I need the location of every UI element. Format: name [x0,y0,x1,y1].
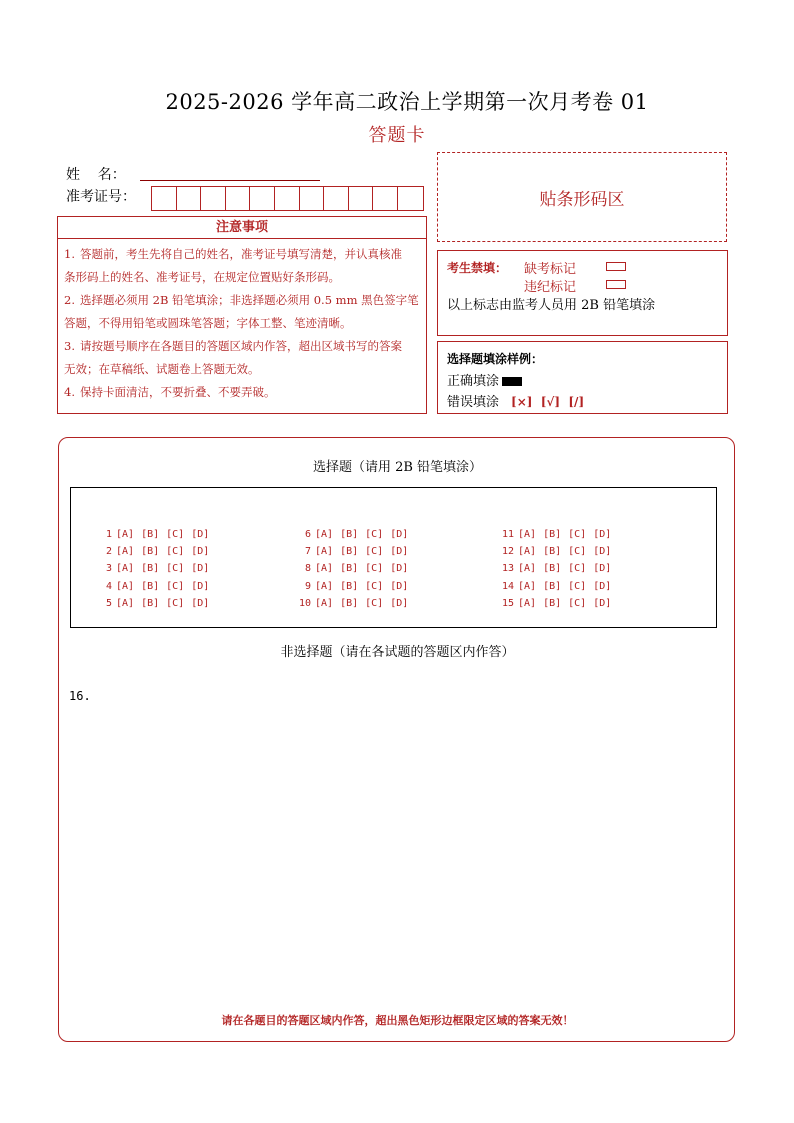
notes-list [58,239,426,404]
answer-option-bubble[interactable]: [A] [315,529,334,540]
mc-question-row [98,578,216,595]
correct-fill-label: 正确填涂 [447,374,500,389]
note-text: 保持卡面清洁，不要折叠、不要弄破。 [80,385,276,399]
answer-option-bubble[interactable]: [B] [340,597,359,609]
sample-heading: 选择题填涂样例： [447,352,544,366]
mc-question-row [500,526,618,543]
question-number: 15 [501,597,514,609]
answer-option-bubble[interactable]: [C] [166,529,185,540]
answer-option-bubble[interactable]: [A] [315,580,334,592]
id-digit-box[interactable] [398,187,423,210]
answer-option-bubble[interactable]: [D] [191,529,210,540]
answer-option-bubble[interactable]: [C] [166,546,185,558]
filled-block-icon [502,377,522,386]
note-text: 请按题号顺序在各题目的答题区域内作答，超出区域书写的答案 [80,339,402,353]
correct-fill-row [447,370,522,389]
mc-question-row [98,543,216,560]
answer-option-bubble[interactable]: [D] [390,597,409,609]
question-16-label: 16. [69,689,91,703]
answer-option-bubble[interactable]: [C] [365,563,384,575]
question-number: 13 [501,563,514,575]
answer-area-footer: 请在各题目的答题区域内作答，超出黑色矩形边框限定区域的答案无效！ [221,1014,574,1027]
answer-option-bubble[interactable]: [C] [365,546,384,558]
note-item [64,289,420,312]
answer-option-bubble[interactable]: [B] [543,597,562,609]
mc-question-row [297,578,415,595]
question-number: 6 [304,529,311,540]
mc-question-row [98,526,216,543]
wrong-fill-examples: [×] [√] [/] [511,395,585,409]
mc-question-column [500,526,618,612]
question-number: 12 [501,546,514,558]
wrong-fill-label: 错误填涂 [447,395,500,410]
answer-option-bubble[interactable]: [B] [141,563,160,575]
question-number: 4 [105,580,112,592]
note-item [64,381,420,404]
question-number: 11 [501,529,514,540]
absent-mark-box[interactable] [606,262,626,271]
mc-question-column [297,526,415,612]
id-digit-box[interactable] [201,187,226,210]
question-number: 1 [105,529,112,540]
answer-option-bubble[interactable]: [C] [568,546,587,558]
answer-option-bubble[interactable]: [D] [191,597,210,609]
examiner-only-panel [437,250,728,336]
mc-question-row [500,560,618,577]
answer-option-bubble[interactable]: [C] [365,580,384,592]
question-number: 2 [105,546,112,558]
id-digit-box[interactable] [152,187,177,210]
id-digit-box[interactable] [300,187,325,210]
id-digit-box[interactable] [324,187,349,210]
id-digit-box[interactable] [226,187,251,210]
answer-option-bubble[interactable]: [A] [315,597,334,609]
answer-option-bubble[interactable]: [D] [593,529,612,540]
answer-option-bubble[interactable]: [A] [518,563,537,575]
mc-question-row [297,560,415,577]
answer-option-bubble[interactable]: [B] [141,580,160,592]
note-item [64,335,420,358]
notes-heading: 注意事项 [58,217,426,239]
answer-option-bubble[interactable]: [D] [390,580,409,592]
id-digit-box[interactable] [373,187,398,210]
answer-option-bubble[interactable]: [D] [390,529,409,540]
mc-question-row [297,526,415,543]
id-number-boxes[interactable] [151,186,424,211]
mc-section-title: 选择题（请用 2B 铅笔填涂） [312,460,483,475]
mc-question-row [500,578,618,595]
name-label: 姓 名： [66,167,126,183]
barcode-area [437,152,727,242]
absent-mark-label: 缺考标记 [524,262,577,277]
id-label: 准考证号： [66,189,136,205]
answer-option-bubble[interactable]: [A] [116,563,135,575]
answer-option-bubble[interactable]: [B] [340,546,359,558]
mc-question-row [98,560,216,577]
answer-option-bubble[interactable]: [A] [315,546,334,558]
question-number: 14 [501,580,514,592]
answer-option-bubble[interactable]: [D] [593,597,612,609]
answer-option-bubble[interactable]: [C] [166,580,185,592]
answer-option-bubble[interactable]: [D] [191,563,210,575]
examiner-note: 以上标志由监考人员用 2B 铅笔填涂 [447,298,656,313]
answer-option-bubble[interactable]: [C] [365,597,384,609]
answer-option-bubble[interactable]: [A] [315,563,334,575]
violation-mark-label: 违纪标记 [524,280,577,295]
forbidden-label: 考生禁填： [447,261,508,275]
answer-option-bubble[interactable]: [D] [390,546,409,558]
id-digit-box[interactable] [275,187,300,210]
non-mc-section-title: 非选择题（请在各试题的答题区内作答） [280,645,515,660]
violation-mark-box[interactable] [606,280,626,289]
note-number: 4. [64,385,75,399]
answer-option-bubble[interactable]: [C] [365,529,384,540]
mc-answer-box [70,487,717,628]
note-number: 2. [64,293,75,307]
mc-question-row [500,543,618,560]
question-number: 9 [304,580,311,592]
answer-option-bubble[interactable]: [D] [593,580,612,592]
wrong-fill-row [447,391,584,410]
mc-question-row [297,543,415,560]
question-number: 3 [105,563,112,575]
note-text: 选择题必须用 2B 铅笔填涂；非选择题必须用 0.5 mm 黑色签字笔 [80,293,419,307]
id-digit-box[interactable] [250,187,275,210]
answer-option-bubble[interactable]: [C] [568,563,587,575]
question-number: 8 [304,563,311,575]
answer-option-bubble[interactable]: [B] [141,546,160,558]
mc-question-row [297,595,415,612]
note-number: 1. [64,247,75,261]
question-number: 10 [298,597,311,609]
barcode-label: 贴条形码区 [539,189,625,210]
mc-question-column [98,526,216,612]
answer-option-bubble[interactable]: [C] [166,597,185,609]
answer-option-bubble[interactable]: [C] [568,597,587,609]
note-text-continued: 条形码上的姓名、准考证号，在规定位置贴好条形码。 [64,270,340,284]
answer-option-bubble[interactable]: [D] [390,563,409,575]
question-number: 7 [304,546,311,558]
answer-option-bubble[interactable]: [D] [593,546,612,558]
note-text-continued: 答题，不得用铅笔或圆珠笔答题；字体工整、笔迹清晰。 [64,316,352,330]
answer-option-bubble[interactable]: [A] [518,546,537,558]
note-text: 答题前，考生先将自己的姓名，准考证号填写清楚，并认真核准 [80,247,402,261]
answer-option-bubble[interactable]: [B] [543,546,562,558]
notes-panel [57,216,427,414]
answer-option-bubble[interactable]: [A] [116,529,135,540]
note-number: 3. [64,339,75,353]
answer-option-bubble[interactable]: [D] [593,563,612,575]
answer-option-bubble[interactable]: [B] [340,529,359,540]
answer-option-bubble[interactable]: [B] [340,580,359,592]
answer-option-bubble[interactable]: [B] [543,580,562,592]
answer-option-bubble[interactable]: [C] [568,580,587,592]
answer-option-bubble[interactable]: [D] [191,546,210,558]
answer-option-bubble[interactable]: [A] [518,597,537,609]
answer-option-bubble[interactable]: [D] [191,580,210,592]
id-digit-box[interactable] [349,187,374,210]
answer-option-bubble[interactable]: [A] [518,529,537,540]
answer-option-bubble[interactable]: [A] [116,546,135,558]
answer-option-bubble[interactable]: [C] [568,529,587,540]
answer-area [58,437,735,1042]
note-item [64,243,420,266]
page-subtitle: 答题卡 [368,125,426,146]
fill-sample-panel [437,341,728,414]
answer-option-bubble[interactable]: [C] [166,563,185,575]
answer-option-bubble[interactable]: [B] [340,563,359,575]
answer-option-bubble[interactable]: [B] [141,529,160,540]
mc-question-row [98,595,216,612]
name-field[interactable] [140,180,320,181]
answer-option-bubble[interactable]: [B] [543,563,562,575]
note-text-continued: 无效；在草稿纸、试题卷上答题无效。 [64,362,260,376]
page-title: 2025-2026 学年高二政治上学期第一次月考卷 01 [165,90,649,114]
mc-question-row [500,595,618,612]
question-number: 5 [105,597,112,609]
id-digit-box[interactable] [177,187,202,210]
answer-option-bubble[interactable]: [A] [116,597,135,609]
answer-option-bubble[interactable]: [A] [518,580,537,592]
answer-option-bubble[interactable]: [A] [116,580,135,592]
answer-option-bubble[interactable]: [B] [543,529,562,540]
answer-option-bubble[interactable]: [B] [141,597,160,609]
